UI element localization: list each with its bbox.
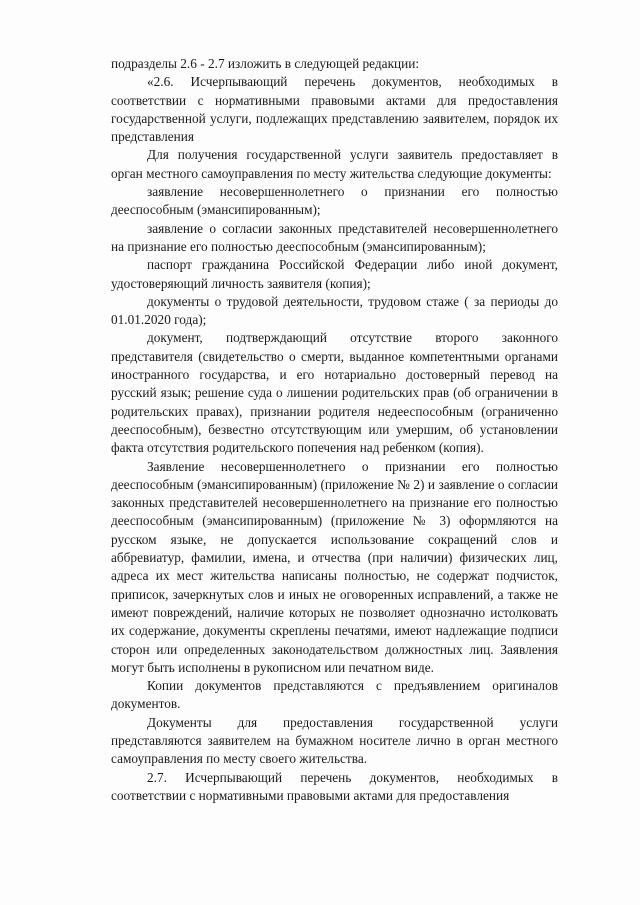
paragraph-copies: Копии документов представляются с предъявлением оригиналов документов. [111,678,558,712]
paragraph-requirements: Заявление несовершеннолетнего о признании его полностью дееспособным (эмансипированным) (приложение № 2) и заявление о согласии законных представителей несовершеннолетнего на признание его полностью дееспособным (эмансипированным) (приложение № 3) оформляются на русском языке, не допускается использование сокращений слов и аббревиатур, фамилии, имена, и отчества (при наличии) физических лиц, адреса их мест жительства написаны полностью, не содержат подчисток, приписок, зачеркнутых слов и иных не оговоренных исправлений, а также не имеют повреждений, наличие которых не позволяет однозначно истолковать их содержание, документы скреплены печатями, имеют надлежащие подписи сторон или определенных законодательством должностных лиц. Заявления могут быть исполнены в рукописном или печатном виде. [111,458,558,675]
paragraph-section-2-7-heading: 2.7. Исчерпывающий перечень документов, необходимых в соответствии с нормативными правовыми актами для предоставления [111,769,558,803]
paragraph-intro: подразделы 2.6 - 2.7 изложить в следующей редакции: [111,56,420,71]
paragraph-documents-intro: Для получения государственной услуги заявитель предоставляет в орган местного самоуправления по месту жительства следующие документы: [111,147,558,181]
paragraph-submission: Документы для предоставления государственной услуги представляются заявителем на бумажном носителе лично в орган местного самоуправления по месту своего жительства. [111,714,558,767]
paragraph-list-item: заявление о согласии законных представителей несовершеннолетнего на признание его полностью дееспособным (эмансипированным); [111,220,558,254]
paragraph-list-item: документ, подтверждающий отсутствие второго законного представителя (свидетельство о смерти, выданное компетентными органами иностранного государства, и его нотариально достоверный перевод на русский язык; решение суда о лишении родительских прав (об ограничении в родительских правах), признании родителя недееспособным (ограниченно дееспособным), безвестно отсутствующим или умершим, об установлении факта отсутствия родительского попечения над ребенком (копия). [111,330,558,456]
paragraph-list-item: паспорт гражданина Российской Федерации либо иной документ, удостоверяющий личность заявителя (копия); [111,257,558,291]
paragraph-list-item: заявление несовершеннолетнего о признании его полностью дееспособным (эмансипированным); [111,184,558,218]
paragraph-list-item: документы о трудовой деятельности, трудовом стаже ( за периоды до 01.01.2020 года); [111,293,558,328]
paragraph-section-2-6-heading: «2.6. Исчерпывающий перечень документов, необходимых в соответствии с нормативными правовыми актами для предоставления государственной услуги, подлежащих представлению заявителем, порядок их представления [111,74,558,145]
document-body [111,55,558,805]
